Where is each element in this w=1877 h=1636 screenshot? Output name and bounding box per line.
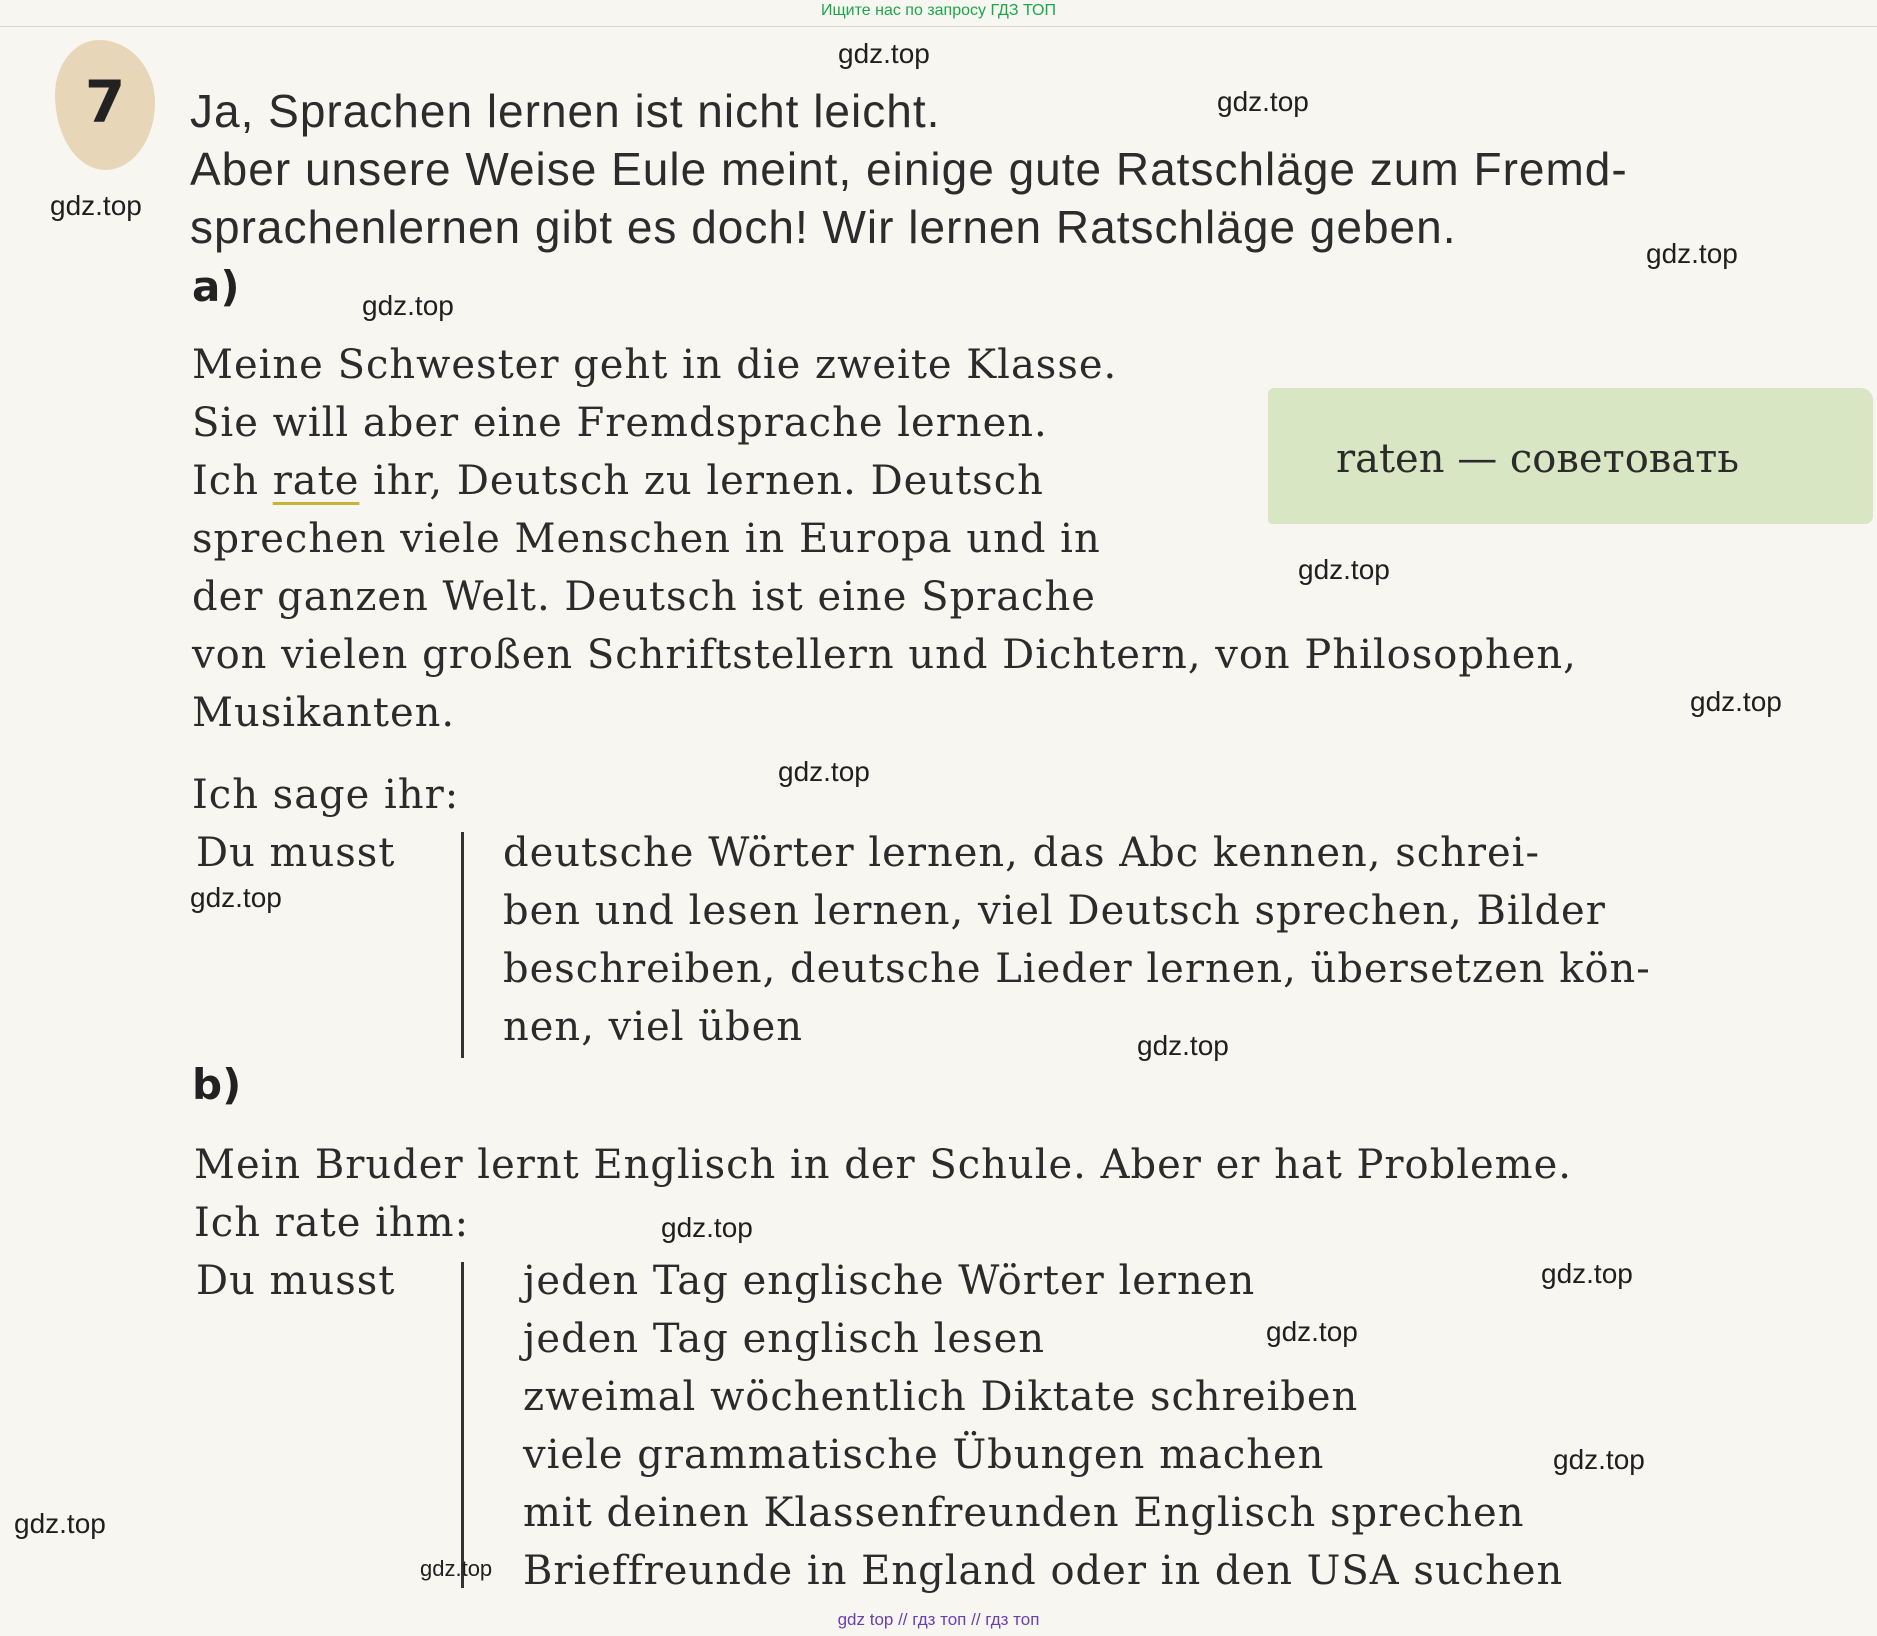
part-a-advice-2: ben und lesen lernen, viel Deutsch sprechen, Bilder bbox=[503, 888, 1606, 934]
watermark: gdz.top bbox=[1646, 238, 1738, 269]
intro-line-2: Aber unsere Weise Eule meint, einige gute Ratschläge zum Fremd- bbox=[190, 143, 1628, 195]
part-b-du-musst: Du musst bbox=[196, 1258, 396, 1304]
watermark: gdz.top bbox=[1541, 1258, 1633, 1289]
part-a-line-7: Musikanten. bbox=[192, 690, 456, 736]
intro-line-1: Ja, Sprachen lernen ist nicht leicht. bbox=[190, 85, 941, 137]
part-a-line-6: von vielen großen Schriftstellern und Dichtern, von Philosophen, bbox=[192, 632, 1577, 678]
part-a-label: a) bbox=[192, 262, 240, 311]
part-a-line-3 bbox=[192, 458, 1044, 504]
watermark: gdz.top bbox=[1690, 686, 1782, 717]
part-b-line-1: Mein Bruder lernt Englisch in der Schule. Aber er hat Probleme. bbox=[194, 1142, 1572, 1188]
watermark: gdz.top bbox=[1217, 86, 1309, 117]
part-a-line-2: Sie will aber eine Fremdsprache lernen. bbox=[192, 400, 1048, 446]
highlighted-word-rate: rate bbox=[272, 458, 360, 504]
search-hint-link[interactable]: Ищите нас по запросу ГДЗ ТОП bbox=[821, 2, 1056, 19]
part-a-line-1: Meine Schwester geht in die zweite Klasse. bbox=[192, 342, 1118, 388]
part-a-du-musst: Du musst bbox=[196, 830, 396, 876]
top-banner bbox=[0, 0, 1877, 28]
part-a-line-4: sprechen viele Menschen in Europa und in bbox=[192, 516, 1101, 562]
part-a-say-line: Ich sage ihr: bbox=[192, 772, 460, 818]
top-divider bbox=[0, 26, 1877, 27]
part-b-label: b) bbox=[192, 1060, 242, 1109]
footer-links[interactable]: gdz top // гдз топ // гдз топ bbox=[837, 1610, 1040, 1629]
part-b-advice-2: jeden Tag englisch lesen bbox=[523, 1316, 1046, 1362]
exercise-number-badge bbox=[55, 40, 155, 170]
part-a-advice-3: beschreiben, deutsche Lieder lernen, übersetzen kön- bbox=[503, 946, 1651, 992]
watermark: gdz.top bbox=[1137, 1030, 1229, 1061]
watermark: gdz.top bbox=[190, 882, 282, 913]
part-a-advice-1: deutsche Wörter lernen, das Abc kennen, schrei- bbox=[503, 830, 1540, 876]
exercise-number: 7 bbox=[84, 68, 126, 136]
part-b-advice-5: mit deinen Klassenfreunden Englisch sprechen bbox=[523, 1490, 1525, 1536]
part-b-line-2: Ich rate ihm: bbox=[194, 1200, 470, 1246]
watermark: gdz.top bbox=[420, 1556, 493, 1581]
part-a-line-3-end: ihr, Deutsch zu lernen. Deutsch bbox=[373, 458, 1044, 504]
watermark: gdz.top bbox=[362, 290, 454, 321]
vocabulary-box bbox=[1268, 388, 1873, 524]
part-a-bracket-line bbox=[461, 832, 464, 1058]
part-b-advice-6: Brieffreunde in England oder in den USA suchen bbox=[523, 1548, 1564, 1594]
watermark: gdz.top bbox=[1298, 554, 1390, 585]
watermark: gdz.top bbox=[778, 756, 870, 787]
vocabulary-entry: raten — советовать bbox=[1336, 436, 1740, 482]
watermark: gdz.top bbox=[14, 1508, 106, 1539]
watermark: gdz.top bbox=[661, 1212, 753, 1243]
part-b-advice-1: jeden Tag englische Wörter lernen bbox=[523, 1258, 1256, 1304]
watermark: gdz.top bbox=[838, 38, 930, 69]
part-a-line-3-start: Ich bbox=[192, 458, 259, 504]
part-b-advice-3: zweimal wöchentlich Diktate schreiben bbox=[523, 1374, 1359, 1420]
part-b-bracket-line bbox=[461, 1262, 464, 1588]
watermark: gdz.top bbox=[1553, 1444, 1645, 1475]
part-a-advice-4: nen, viel üben bbox=[503, 1004, 803, 1050]
watermark: gdz.top bbox=[50, 190, 142, 221]
watermark: gdz.top bbox=[1266, 1316, 1358, 1347]
part-a-line-5: der ganzen Welt. Deutsch ist eine Sprache bbox=[192, 574, 1096, 620]
part-b-advice-4: viele grammatische Übungen machen bbox=[523, 1432, 1325, 1478]
intro-line-3: sprachenlernen gibt es doch! Wir lernen Ratschläge geben. bbox=[190, 201, 1457, 253]
